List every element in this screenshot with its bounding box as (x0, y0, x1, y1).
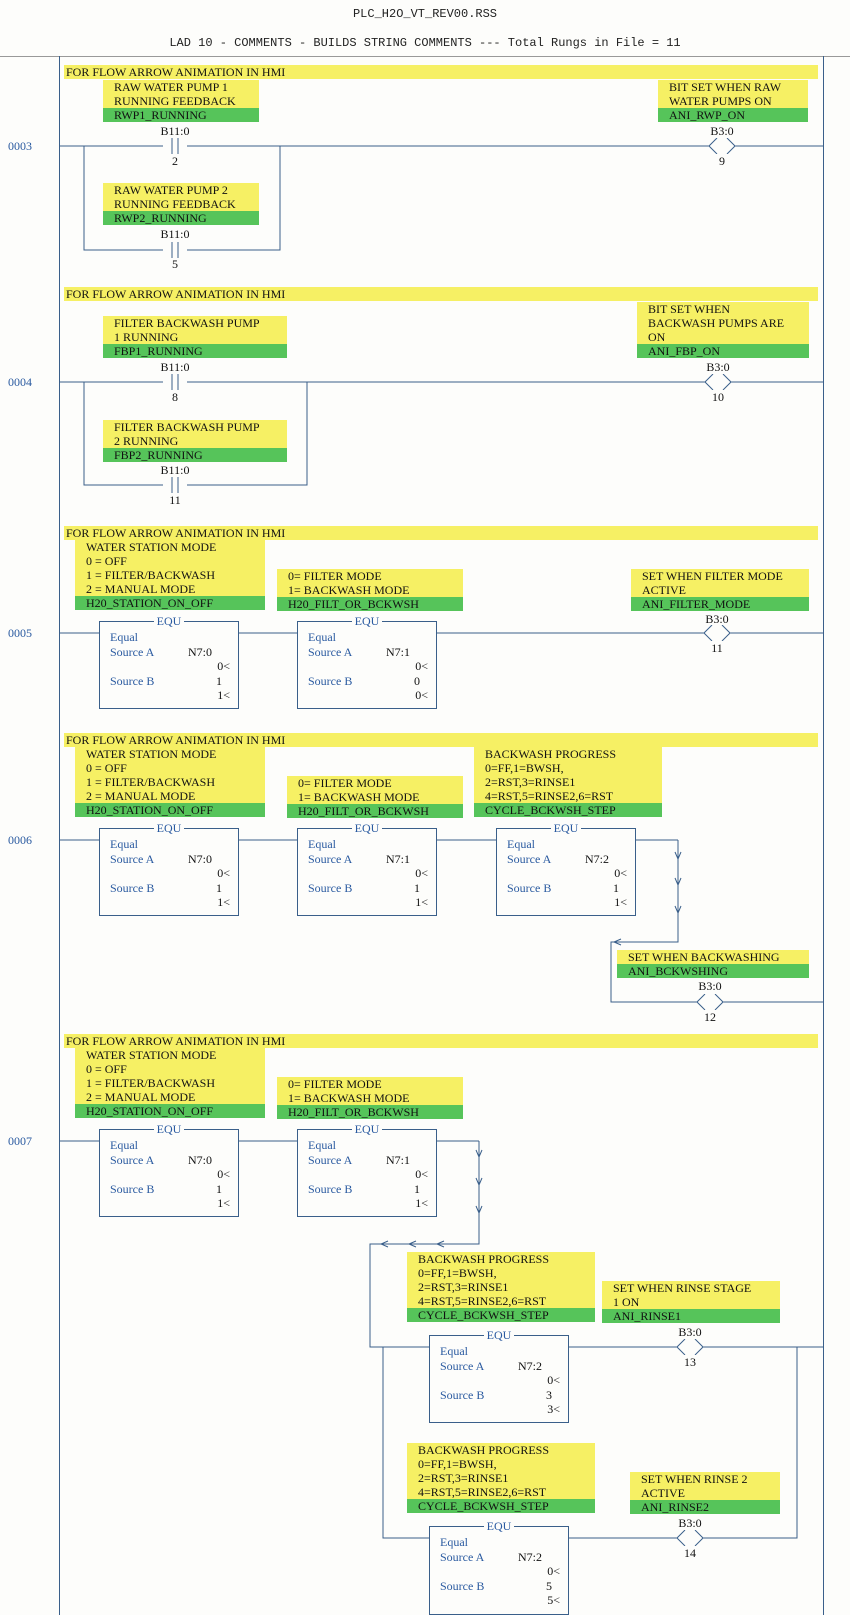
equ-description: 0= FILTER MODE 1= BACKWASH MODE H20_FILT_OR_BCKWSH (277, 1077, 463, 1119)
equ-description: 0= FILTER MODE 1= BACKWASH MODE H20_FILT_OR_BCKWSH (277, 569, 463, 611)
contact-symbol (163, 242, 187, 258)
contact-description: RAW WATER PUMP 2 RUNNING FEEDBACK RWP2_RUNNING (103, 183, 259, 225)
equ-block: EQU Equal Source A N7:2 0< Source B 5 5< (429, 1526, 569, 1615)
contact-address: B11:0 (160, 360, 190, 374)
contact-description: FILTER BACKWASH PUMP 1 RUNNING FBP1_RUNNING (103, 316, 287, 358)
coil-symbol (677, 1339, 703, 1355)
equ-description: WATER STATION MODE 0 = OFF 1 = FILTER/BACKWASH 2 = MANUAL MODE H20_STATION_ON_OFF (75, 747, 265, 817)
contact-symbol (163, 138, 187, 154)
coil-description: SET WHEN BACKWASHING ANI_BCKWSHING (617, 950, 809, 978)
contact-bit: 8 (172, 390, 178, 404)
coil-bit: 13 (684, 1355, 696, 1369)
coil-description: BIT SET WHEN RAW WATER PUMPS ON ANI_RWP_ON (658, 80, 808, 122)
coil-bit: 10 (712, 390, 724, 404)
rung-number: 0006 (8, 833, 32, 847)
coil-description: SET WHEN RINSE 2 ACTIVE ANI_RINSE2 (630, 1472, 780, 1514)
coil-address: B3:0 (705, 612, 729, 626)
contact-symbol (163, 477, 187, 493)
coil-description: SET WHEN RINSE STAGE 1 ON ANI_RINSE1 (602, 1281, 780, 1323)
equ-description: WATER STATION MODE 0 = OFF 1 = FILTER/BACKWASH 2 = MANUAL MODE H20_STATION_ON_OFF (75, 1048, 265, 1118)
equ-block: EQU Equal Source A N7:0 0< Source B 1 1< (99, 621, 239, 709)
rung-comment: FOR FLOW ARROW ANIMATION IN HMI (64, 1034, 818, 1048)
coil-address: B3:0 (678, 1516, 702, 1530)
listing-subtitle: LAD 10 - COMMENTS - BUILDS STRING COMMENTS --- Total Rungs in File = 11 (169, 36, 681, 50)
coil-address: B3:0 (710, 124, 734, 138)
rung-number: 0007 (8, 1134, 32, 1148)
contact-address: B11:0 (160, 463, 190, 477)
equ-description: BACKWASH PROGRESS 0=FF,1=BWSH, 2=RST,3=RINSE1 4=RST,5=RINSE2,6=RST CYCLE_BCKWSH_STEP (407, 1443, 595, 1513)
equ-block: EQU Equal Source A N7:1 0< Source B 1 1< (297, 1129, 437, 1217)
rung-comment: FOR FLOW ARROW ANIMATION IN HMI (64, 733, 818, 747)
equ-description: WATER STATION MODE 0 = OFF 1 = FILTER/BACKWASH 2 = MANUAL MODE H20_STATION_ON_OFF (75, 540, 265, 610)
contact-address: B11:0 (160, 124, 190, 138)
rung-comment: FOR FLOW ARROW ANIMATION IN HMI (64, 287, 818, 301)
rung-number: 0004 (8, 375, 32, 389)
contact-description: RAW WATER PUMP 1 RUNNING FEEDBACK RWP1_RUNNING (103, 80, 259, 122)
contact-bit: 2 (172, 154, 178, 168)
rung-number: 0005 (8, 626, 32, 640)
contact-description: FILTER BACKWASH PUMP 2 RUNNING FBP2_RUNNING (103, 420, 287, 462)
equ-description: BACKWASH PROGRESS 0=FF,1=BWSH, 2=RST,3=RINSE1 4=RST,5=RINSE2,6=RST CYCLE_BCKWSH_STEP (407, 1252, 595, 1322)
contact-bit: 11 (169, 493, 181, 507)
coil-symbol (709, 138, 735, 154)
coil-description: SET WHEN FILTER MODE ACTIVE ANI_FILTER_MODE (631, 569, 809, 611)
rung-comment: FOR FLOW ARROW ANIMATION IN HMI (64, 526, 818, 540)
equ-description: 0= FILTER MODE 1= BACKWASH MODE H20_FILT_OR_BCKWSH (287, 776, 463, 818)
coil-address: B3:0 (698, 979, 722, 993)
coil-bit: 11 (711, 641, 723, 655)
equ-description: BACKWASH PROGRESS 0=FF,1=BWSH, 2=RST,3=RINSE1 4=RST,5=RINSE2,6=RST CYCLE_BCKWSH_STEP (474, 747, 662, 817)
equ-block: EQU Equal Source A N7:1 0< Source B 0 0< (297, 621, 437, 709)
equ-block: EQU Equal Source A N7:2 0< Source B 1 1< (496, 828, 636, 916)
equ-block: EQU Equal Source A N7:0 0< Source B 1 1< (99, 828, 239, 916)
equ-block: EQU Equal Source A N7:2 0< Source B 3 3< (429, 1335, 569, 1423)
coil-description: BIT SET WHEN BACKWASH PUMPS ARE ON ANI_FBP_ON (637, 302, 809, 358)
rung-number: 0003 (8, 139, 32, 153)
coil-bit: 12 (704, 1010, 716, 1024)
contact-symbol (163, 374, 187, 390)
coil-symbol (704, 625, 730, 641)
rung-comment: FOR FLOW ARROW ANIMATION IN HMI (64, 65, 818, 79)
coil-bit: 9 (719, 154, 725, 168)
coil-address: B3:0 (678, 1325, 702, 1339)
coil-address: B3:0 (706, 360, 730, 374)
coil-symbol (697, 994, 723, 1010)
coil-symbol (705, 374, 731, 390)
coil-symbol (677, 1530, 703, 1546)
contact-address: B11:0 (160, 227, 190, 241)
coil-bit: 14 (684, 1546, 696, 1560)
file-name: PLC_H2O_VT_REV00.RSS (352, 7, 498, 21)
equ-block: EQU Equal Source A N7:0 0< Source B 1 1< (99, 1129, 239, 1217)
equ-block: EQU Equal Source A N7:1 0< Source B 1 1< (297, 828, 437, 916)
contact-bit: 5 (172, 257, 178, 271)
